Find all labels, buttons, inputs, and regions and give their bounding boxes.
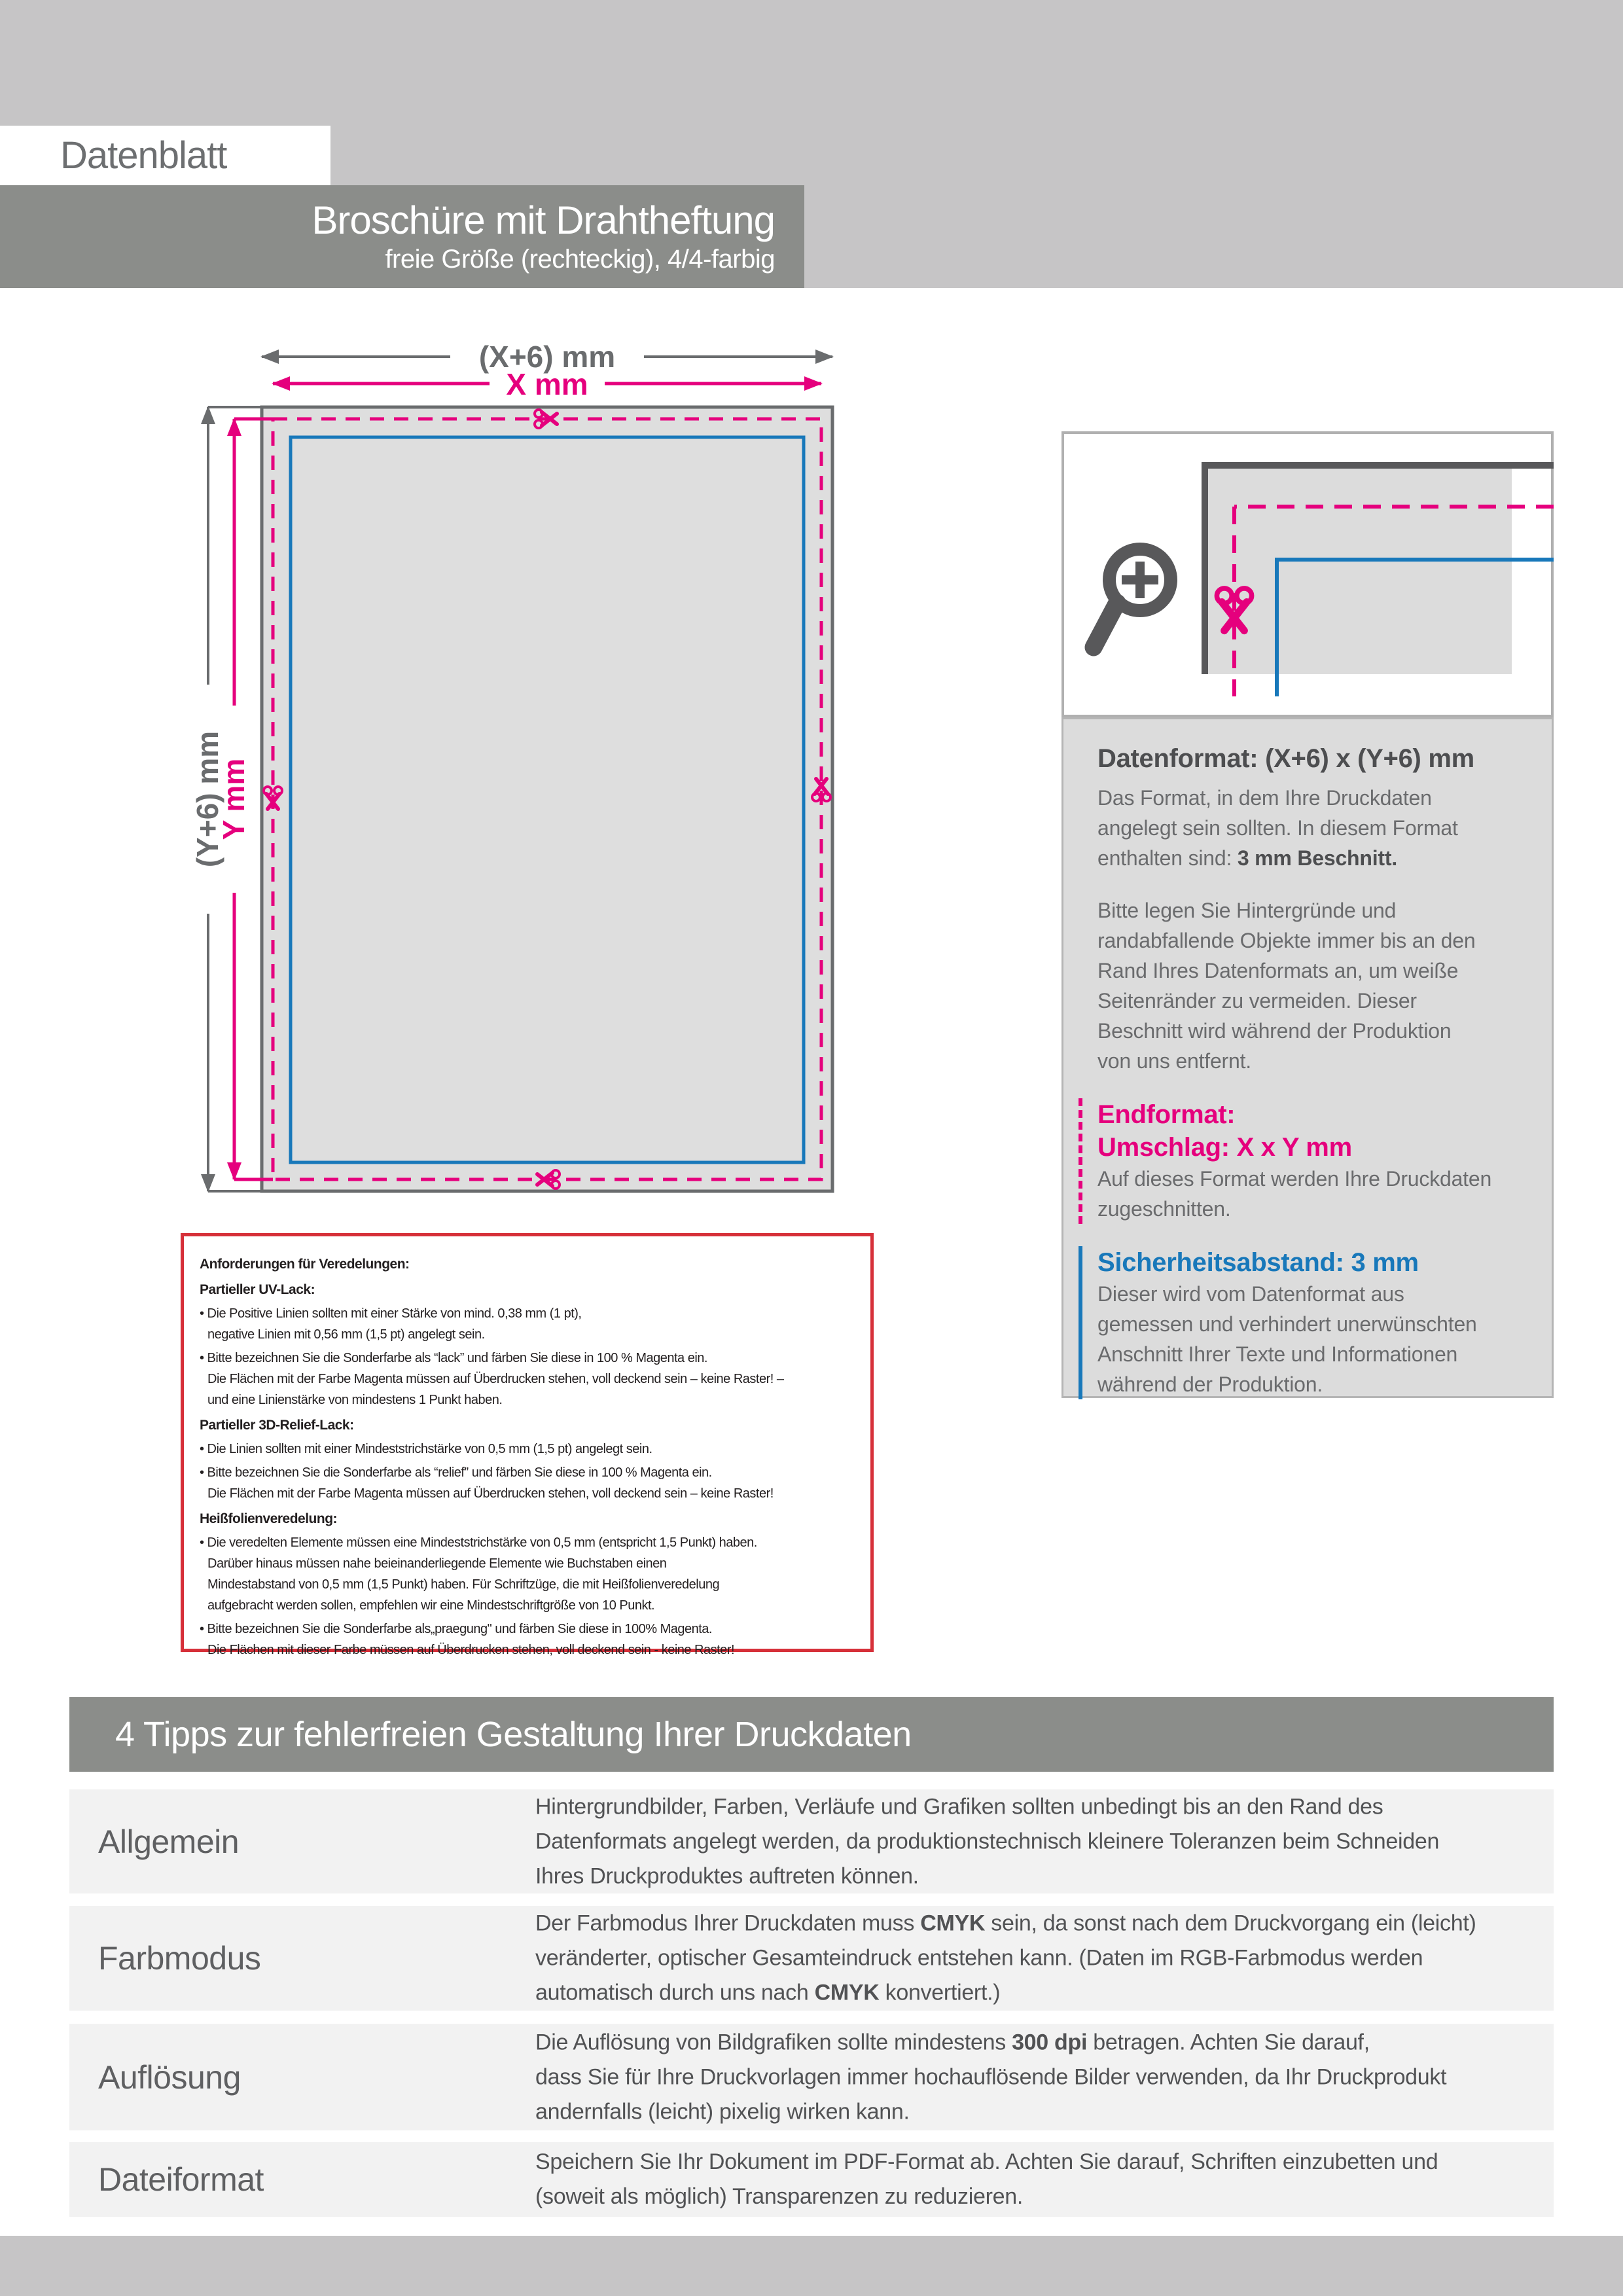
requirement-line: • Bitte bezeichnen Sie die Sonderfarbe als„praegung" und färben Sie diese in 100% Magenta. [200, 1622, 712, 1636]
tip-row-allgemein [69, 1789, 1554, 1893]
requirement-line: und eine Linienstärke von mindestens 1 Punkt haben. [207, 1393, 503, 1407]
dim-label-outer-width: (X+6) mm [478, 340, 616, 374]
endformat-size: Umschlag: X x Y mm [1097, 1133, 1352, 1162]
requirement-line: negative Linien mit 0,56 mm (1,5 pt) angelegt sein. [207, 1327, 485, 1342]
datenblatt-label-box [0, 126, 330, 185]
format-info-panel [1061, 717, 1554, 1398]
requirement-line: Mindestabstand von 0,5 mm (1,5 Punkt) haben. Für Schriftzüge, die mit Heißfolienveredelung [207, 1577, 720, 1592]
tip-text: Speichern Sie Ihr Dokument im PDF-Format ab. Achten Sie darauf, Schriften einzubetten und (soweit als möglich) Transparenzen zu reduzieren. [535, 2149, 1438, 2209]
tip-label: Farbmodus [98, 1940, 261, 1977]
requirement-line: aufgebracht werden sollen, empfehlen wir eine Mindestschriftgröße von 10 Punkt. [207, 1598, 655, 1613]
dim-label-inner-height: Y mm [217, 758, 251, 840]
endformat-text: Auf dieses Format werden Ihre Druckdaten zugeschnitten. [1097, 1167, 1492, 1221]
tips-banner-title: 4 Tipps zur fehlerfreien Gestaltung Ihrer Druckdaten [115, 1715, 912, 1754]
dim-label-inner-width: X mm [506, 367, 588, 401]
requirement-line: • Bitte bezeichnen Sie die Sonderfarbe als “relief” und färben Sie diese in 100 % Magenta ein. [200, 1465, 712, 1480]
tip-row-dateiformat [69, 2142, 1554, 2217]
safety-heading: Sicherheitsabstand: 3 mm [1097, 1248, 1419, 1277]
bleed-text: Bitte legen Sie Hintergründe und randabfallende Objekte immer bis an den Rand Ihres Datenformats an, um weiße Seitenränder zu vermeiden. Dieser Beschnitt wird während der Produktion von uns entfernt. [1097, 899, 1476, 1073]
tip-text: Die Auflösung von Bildgrafiken sollte mindestens 300 dpi betragen. Achten Sie darauf, dass Sie für Ihre Druckvorlagen immer hochauflösende Bilder verwenden, da Ihr Druckprodukt andernfalls (leicht) pixelig wirken kann. [535, 2030, 1447, 2124]
requirement-line: Anforderungen für Veredelungen: [200, 1257, 410, 1272]
datenblatt-label: Datenblatt [60, 134, 227, 177]
requirement-line: Die Flächen mit der Farbe Magenta müssen auf Überdrucken stehen, voll deckend sein – keine Raster! – [207, 1372, 784, 1386]
dim-label-outer-height: (Y+6) mm [190, 730, 224, 868]
zoom-detail-box [1061, 431, 1554, 717]
tip-row-aufloesung [69, 2024, 1554, 2130]
tip-label: Allgemein [98, 1823, 240, 1860]
requirement-line: Heißfolienveredelung: [200, 1511, 338, 1526]
requirement-line: Partieller UV-Lack: [200, 1282, 315, 1297]
datenformat-text: Das Format, in dem Ihre Druckdaten angelegt sein sollten. In diesem Format enthalten sind: 3 mm Beschnitt. [1097, 786, 1458, 870]
requirement-line: • Die Positive Linien sollten mit einer Stärke von mind. 0,38 mm (1 pt), [200, 1306, 582, 1321]
bottom-gray-band [0, 2236, 1623, 2296]
requirement-line: Die Flächen mit der Farbe Magenta müssen auf Überdrucken stehen, voll deckend sein – keine Raster! [207, 1486, 774, 1501]
product-subtitle: freie Größe (rechteckig), 4/4-farbig [385, 244, 775, 274]
requirement-line: Die Flächen mit dieser Farbe müssen auf Überdrucken stehen, voll deckend sein - keine Raster! [207, 1643, 735, 1657]
corner-fill [1202, 463, 1512, 674]
endformat-heading: Endformat: [1097, 1100, 1236, 1129]
veredelungen-requirements-box [181, 1233, 874, 1657]
tip-label: Dateiformat [98, 2161, 264, 2198]
requirement-line: Partieller 3D-Relief-Lack: [200, 1418, 354, 1433]
requirement-line: • Die veredelten Elemente müssen eine Mindeststrichstärke von 0,5 mm (entspricht 1,5 Punkt) haben. [200, 1535, 757, 1550]
tip-text: Hintergrundbilder, Farben, Verläufe und Grafiken sollten unbedingt bis an den Rand des Datenformats angelegt werden, da produktionstechnisch kleinere Toleranzen beim Schneiden Ihres Druckproduktes auftreten können. [535, 1794, 1440, 1888]
tips-banner [69, 1697, 1554, 1772]
endformat-block [1079, 1098, 1525, 1224]
datenformat-heading: Datenformat: (X+6) x (Y+6) mm [1097, 744, 1474, 773]
tip-row-farbmodus [69, 1906, 1554, 2011]
safety-text: Dieser wird vom Datenformat aus gemessen und verhindert unerwünschten Anschnitt Ihrer Texte und Informationen während der Produktion. [1097, 1282, 1477, 1396]
zoom-plus-icon [1094, 549, 1171, 647]
product-title: Broschüre mit Drahtheftung [312, 198, 775, 242]
requirement-line: • Bitte bezeichnen Sie die Sonderfarbe als “lack” und färben Sie diese in 100 % Magenta ein. [200, 1351, 707, 1365]
zoom-detail-graphic [1061, 431, 1554, 717]
requirement-line: Darüber hinaus müssen nahe beieinanderliegende Elemente wie Buchstaben einen [207, 1556, 667, 1571]
requirement-line: • Die Linien sollten mit einer Mindeststrichstärke von 0,5 mm (1,5 pt) angelegt sein. [200, 1442, 652, 1456]
format-diagram [164, 314, 897, 1230]
datenformat-rect [262, 407, 832, 1191]
safety-block [1079, 1246, 1525, 1399]
tip-text: Der Farbmodus Ihrer Druckdaten muss CMYK sein, da sonst nach dem Druckvorgang ein (leicht) veränderter, optischer Gesamteindruck entstehen kann. (Daten im RGB-Farbmodus werden automatisch durch uns nach CMYK konvertiert.) [535, 1910, 1476, 2005]
product-title-banner [0, 185, 804, 288]
tip-label: Auflösung [98, 2058, 241, 2096]
